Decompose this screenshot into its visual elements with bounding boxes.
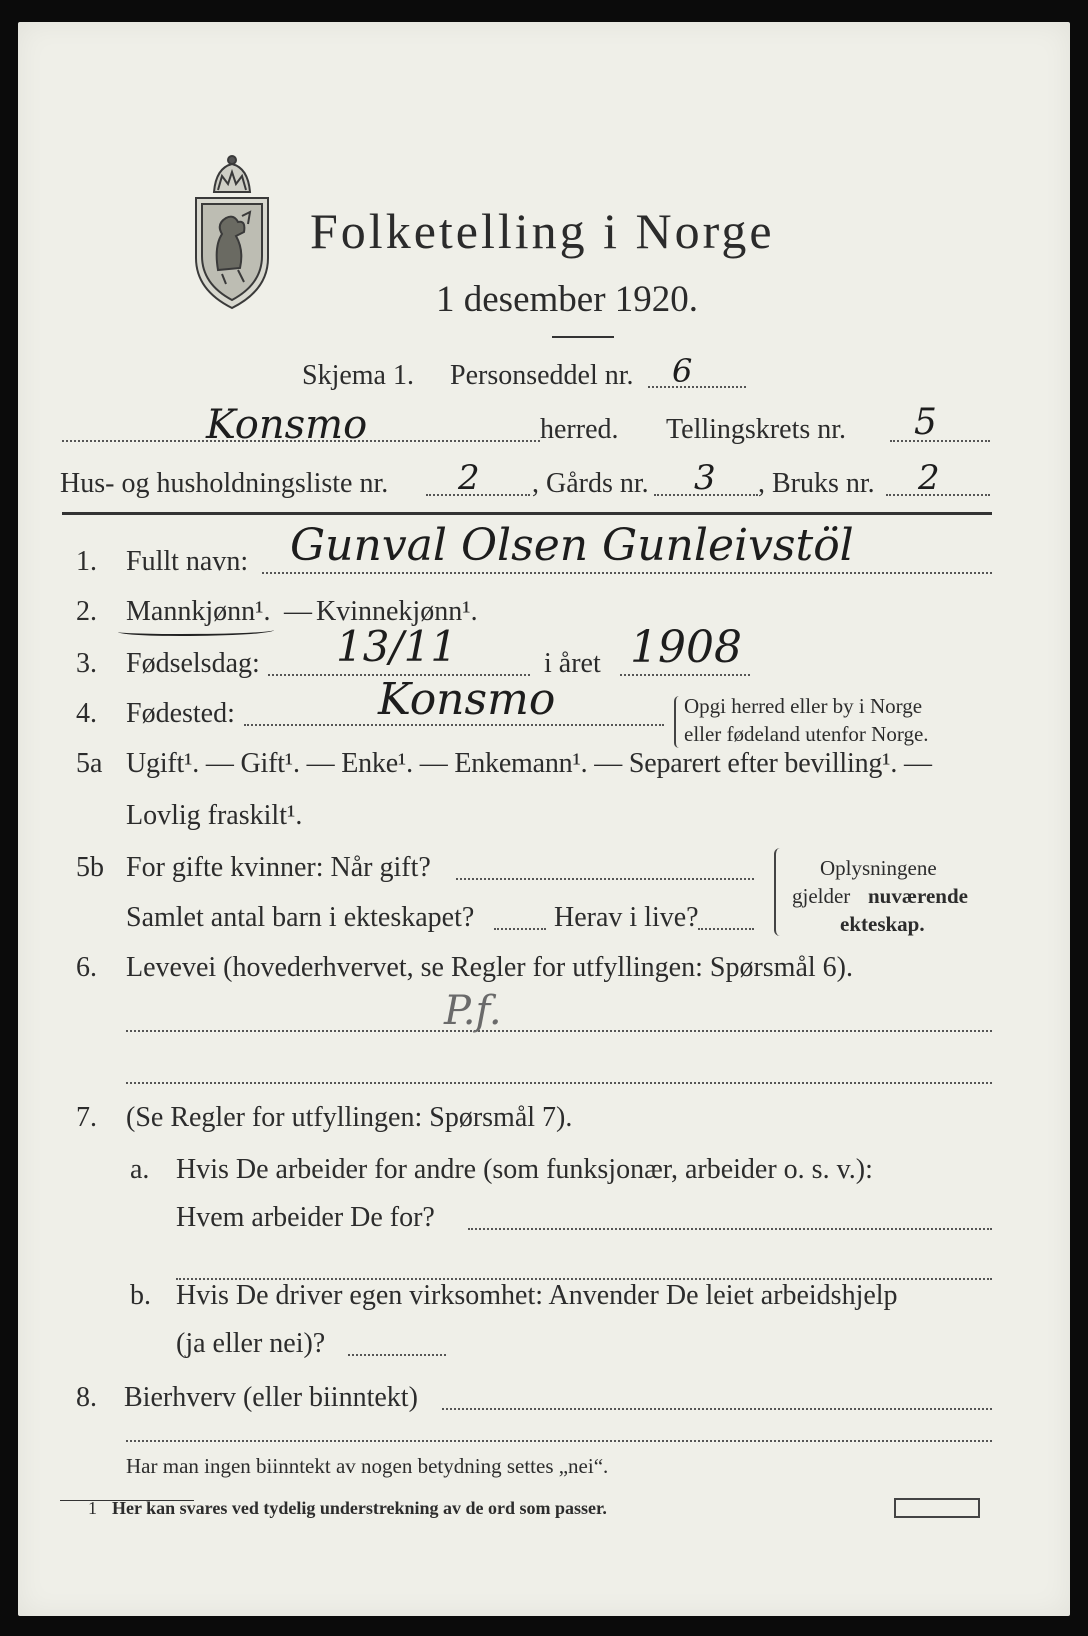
q7b-letter: b. — [130, 1280, 151, 1311]
tellingskrets-value: 5 — [914, 402, 937, 443]
marital-status-options: Ugift¹. — Gift¹. — Enke¹. — Enkemann¹. — Separert efter bevilling¹. — — [126, 748, 932, 779]
year-label: i året — [544, 648, 601, 679]
herred-label: herred. — [540, 414, 619, 445]
q7a-text: Hvis De arbeider for andre (som funksjonær, arbeider o. s. v.): — [176, 1154, 873, 1185]
q2-number: 2. — [76, 596, 97, 627]
q1-label: Fullt navn: — [126, 546, 249, 577]
personseddel-label: Personseddel nr. — [450, 360, 634, 391]
footnote-mark: 1 — [88, 1498, 97, 1518]
occupation-value: P.f. — [444, 988, 502, 1034]
hus-value: 2 — [458, 458, 480, 498]
male-underline-mark — [118, 626, 274, 636]
gards-label: , Gårds nr. — [532, 468, 649, 499]
q5b-number: 5b — [76, 852, 104, 883]
male-option: Mannkjønn¹. — [126, 596, 271, 627]
q5b-married-field-line — [456, 878, 754, 880]
q8-label: Bierhverv (eller biinntekt) — [124, 1382, 418, 1413]
form-title: Folketelling i Norge — [310, 203, 775, 259]
q6-number: 6. — [76, 952, 97, 983]
q5b-note-brace — [774, 848, 786, 936]
q4-note-line1: Opgi herred eller by i Norge — [684, 694, 923, 718]
census-form-sheet — [18, 22, 1070, 1616]
full-name-value: Gunval Olsen Gunleivstöl — [290, 520, 854, 571]
birth-year-value: 1908 — [630, 622, 742, 673]
q4-label: Fødested: — [126, 698, 235, 729]
q5b-alive-field-line — [698, 928, 754, 930]
gender-separator: — — [284, 596, 312, 627]
hus-label: Hus- og husholdningsliste nr. — [60, 468, 389, 499]
q7a-letter: a. — [130, 1154, 150, 1185]
q3-number: 3. — [76, 648, 97, 679]
bruks-value: 2 — [918, 458, 940, 498]
q4-note-line2: eller fødeland utenfor Norge. — [684, 722, 929, 746]
q5b-children-field-line — [494, 928, 546, 930]
birthday-value: 13/11 — [336, 622, 458, 671]
q5b-note-line2b: nuværende — [868, 884, 968, 908]
q7a-question: Hvem arbeider De for? — [176, 1202, 435, 1233]
bruks-label: , Bruks nr. — [758, 468, 875, 499]
skjema-label: Skjema 1. — [302, 360, 414, 391]
q5b-note-line2a: gjelder — [792, 884, 851, 908]
q7b-field-line — [348, 1354, 446, 1356]
gards-value: 3 — [694, 458, 716, 498]
herred-value: Konsmo — [206, 402, 368, 448]
q6-field-line-2 — [126, 1082, 992, 1084]
year-field-line — [620, 674, 750, 676]
tellingskrets-field-line — [890, 440, 990, 442]
birthplace-value: Konsmo — [378, 674, 556, 725]
q7b-question: (ja eller nei)? — [176, 1328, 326, 1359]
q8-number: 8. — [76, 1382, 97, 1413]
title-divider — [552, 336, 614, 338]
census-date: 1 desember 1920. — [436, 279, 699, 320]
q3-label: Fødselsdag: — [126, 648, 260, 679]
q8-field-line-2 — [126, 1440, 992, 1442]
personseddel-value: 6 — [672, 352, 693, 390]
q1-number: 1. — [76, 546, 97, 577]
footnote-text: Her kan svares ved tydelig understrekning av de ord som passer. — [112, 1498, 607, 1518]
q5b-married-label: For gifte kvinner: Når gift? — [126, 852, 431, 883]
q1-field-line — [262, 572, 992, 574]
q4-note-brace — [674, 696, 684, 748]
q6-field-line-1 — [126, 1030, 992, 1032]
q5b-alive-label: Herav i live? — [554, 902, 699, 933]
marital-status-divorced: Lovlig fraskilt¹. — [126, 800, 303, 831]
q7-label: (Se Regler for utfyllingen: Spørsmål 7). — [126, 1102, 573, 1133]
tellingskrets-label: Tellingskrets nr. — [666, 414, 847, 445]
q6-label: Levevei (hovederhvervet, se Regler for utfyllingen: Spørsmål 6). — [126, 952, 853, 983]
q5b-children-label: Samlet antal barn i ekteskapet? — [126, 902, 475, 933]
q5b-note-line1: Oplysningene — [820, 856, 937, 880]
q7b-text: Hvis De driver egen virksomhet: Anvender De leiet arbeidshjelp — [176, 1280, 898, 1311]
header-separator — [62, 512, 992, 515]
q4-number: 4. — [76, 698, 97, 729]
q8-note: Har man ingen biinntekt av nogen betydning settes „nei“. — [126, 1454, 609, 1478]
printer-stamp-mark — [894, 1498, 980, 1518]
personseddel-field-line — [648, 386, 746, 388]
q5a-number: 5a — [76, 748, 103, 779]
q5b-note-line3: ekteskap. — [840, 912, 925, 936]
norwegian-coat-of-arms-icon — [186, 150, 278, 310]
q7a-field-line — [468, 1228, 992, 1230]
q7-number: 7. — [76, 1102, 97, 1133]
q8-field-line — [442, 1408, 992, 1410]
female-option: Kvinnekjønn¹. — [316, 596, 478, 627]
